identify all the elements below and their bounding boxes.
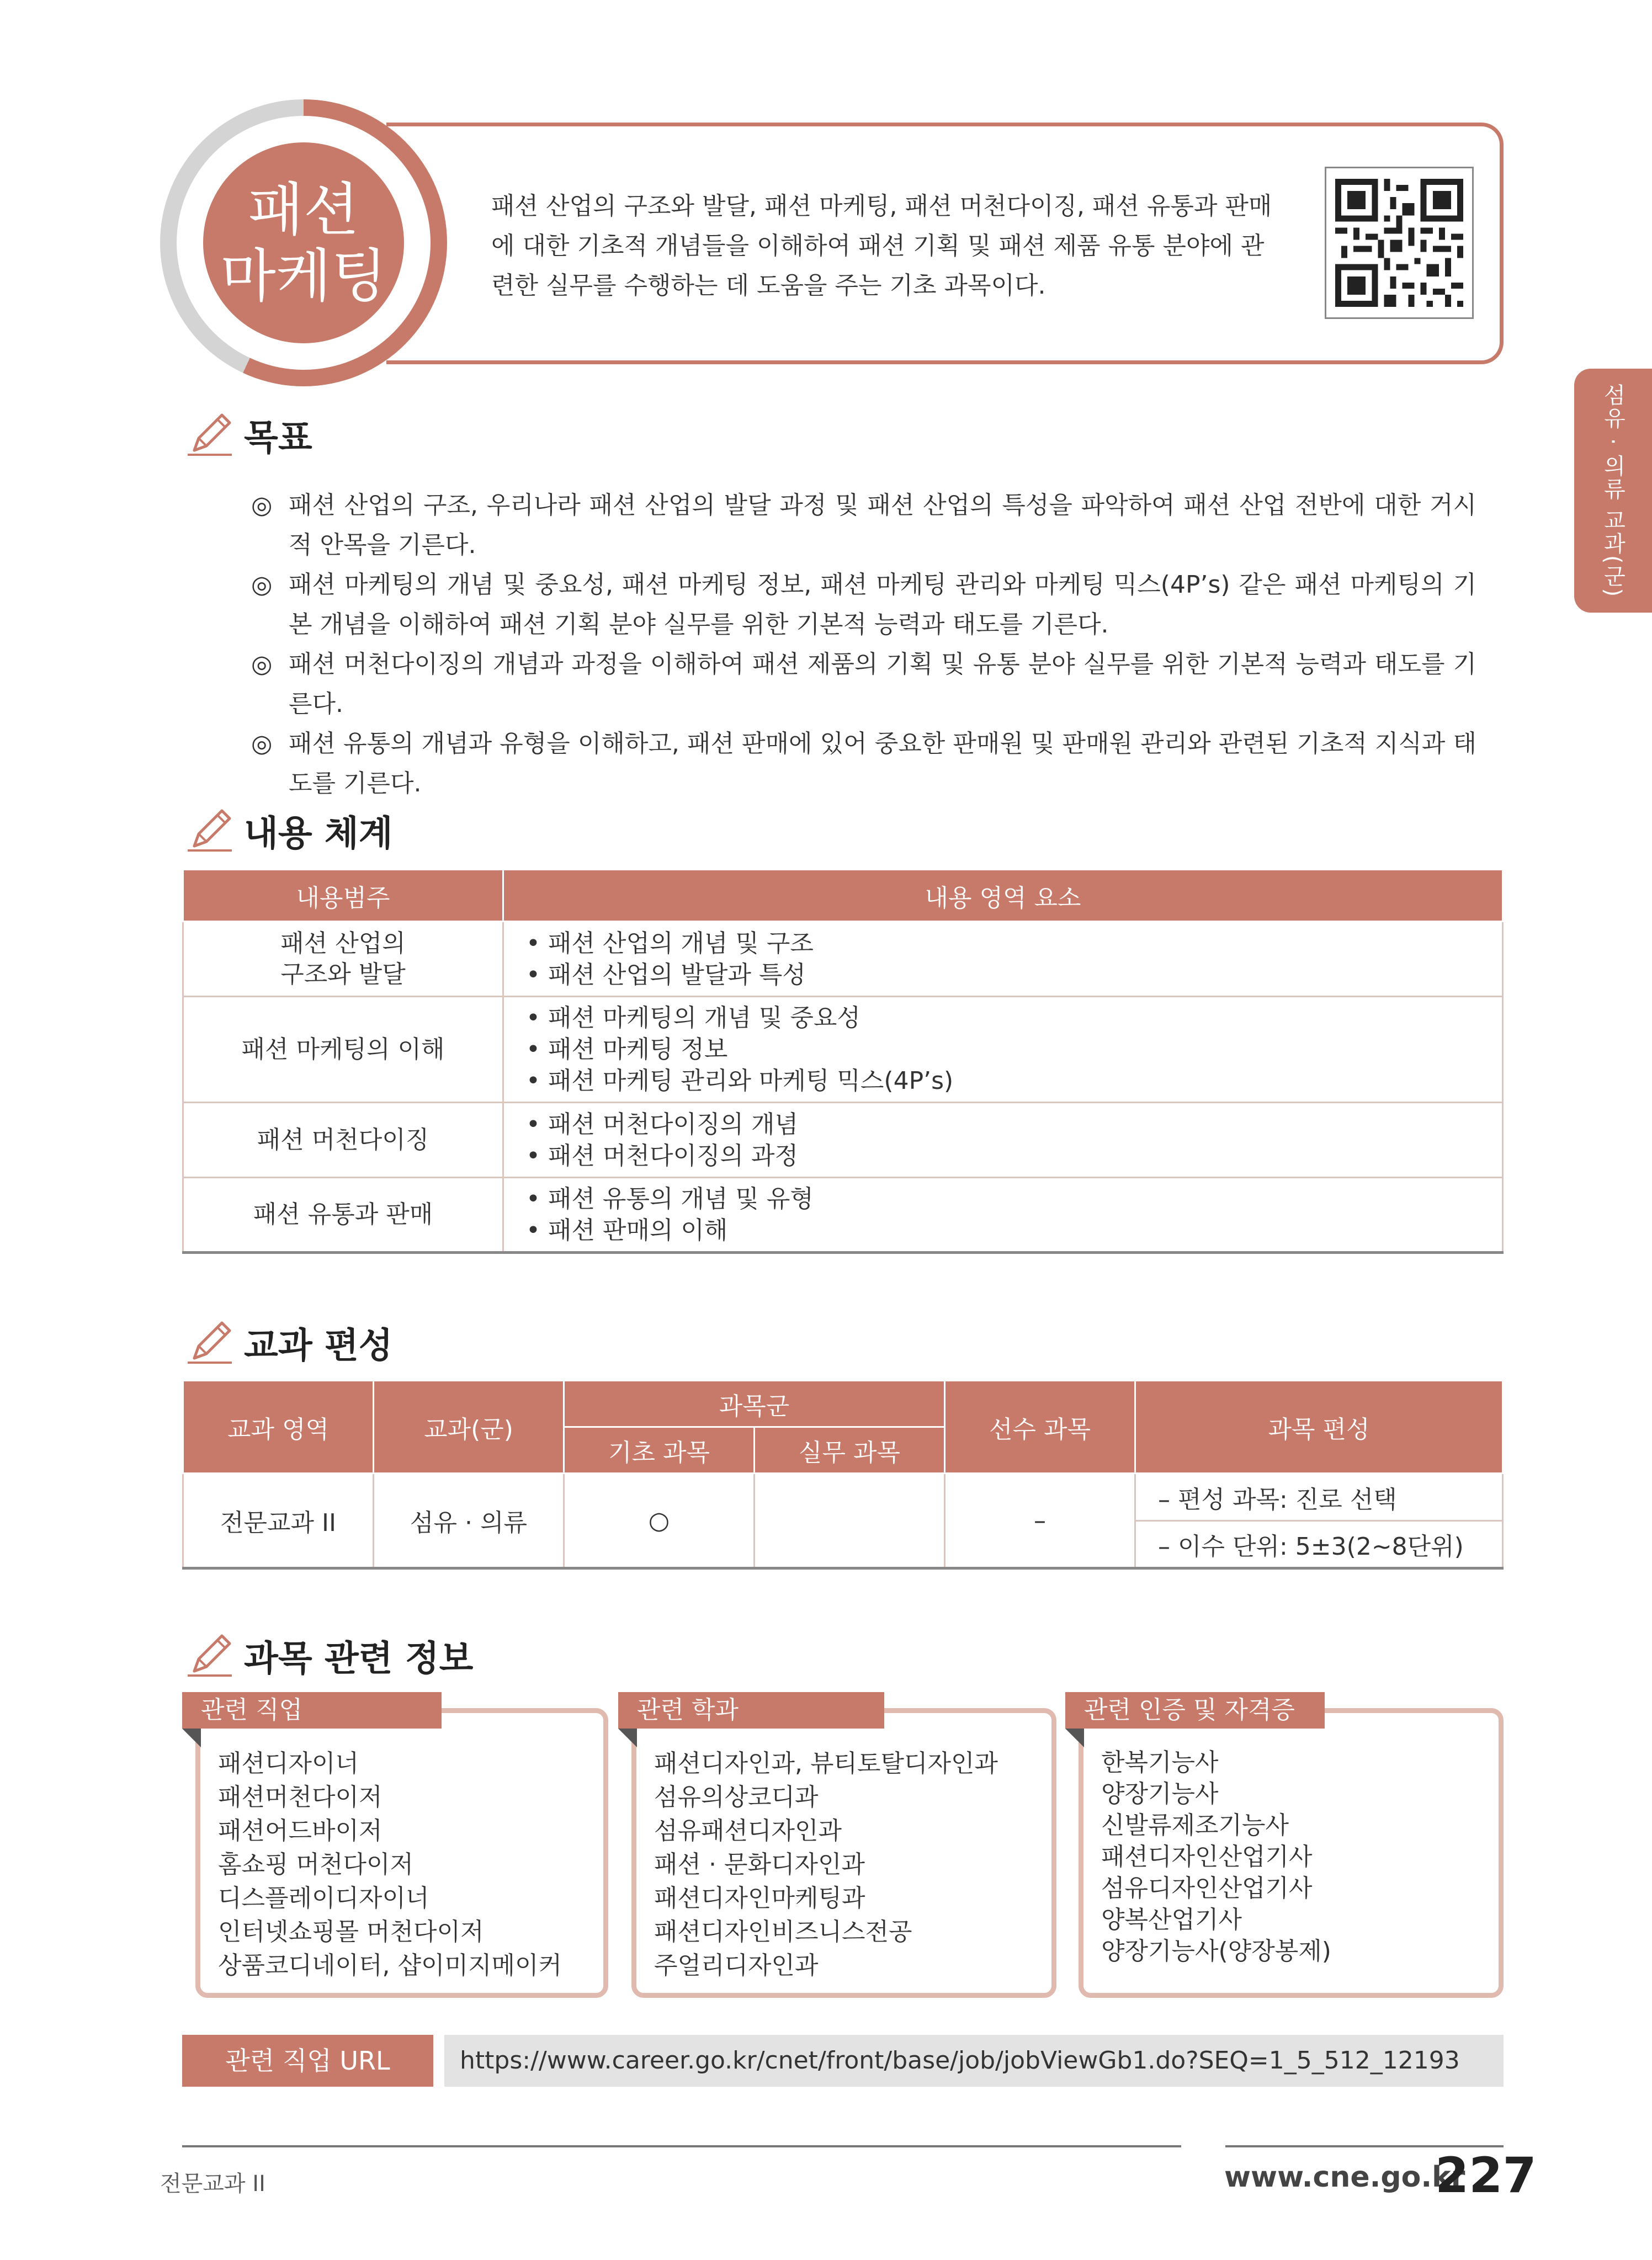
tag-fold <box>618 1729 637 1747</box>
basic-cell: ○ <box>564 1474 755 1568</box>
category-cell: 패션 유통과 판매 <box>183 1178 503 1253</box>
section-title: 목표 <box>244 418 312 459</box>
list-item: 신발류제조기능사 <box>1101 1811 1289 1839</box>
table-row <box>183 1474 1503 1521</box>
side-category-tab: 섬유 · 의류 교과(군) <box>1574 369 1652 613</box>
curriculum-table <box>182 1380 1504 1570</box>
section-heading-related <box>182 1628 474 1683</box>
list-item: 섬유디자인산업기사 <box>1101 1874 1313 1902</box>
area-cell: 전문교과 II <box>183 1474 374 1568</box>
subject-title <box>203 142 404 343</box>
table-header: 내용 영역 요소 <box>503 870 1503 922</box>
list-item: 패션디자인마케팅과 <box>654 1884 865 1912</box>
list-item: 한복기능사 <box>1101 1748 1219 1777</box>
footer-site-link[interactable]: www.cne.go.kr <box>1224 2161 1465 2194</box>
list-item: 양복산업기사 <box>1101 1906 1242 1934</box>
goals-list <box>251 486 1476 804</box>
section-title: 과목 관련 정보 <box>244 1639 474 1679</box>
pencil-icon <box>182 407 237 462</box>
goal-item: ◎ 패션 유통의 개념과 유형을 이해하고, 패션 판매에 있어 중요한 판매원 및 판매원 관리와 관련된 기초적 지식과 태도를 기른다. <box>251 730 1476 797</box>
section-heading-curriculum <box>182 1315 393 1370</box>
category-cell: 패션 머천다이징 <box>183 1103 503 1178</box>
footer-subject: 전문교과 II <box>160 2171 265 2197</box>
job-url-label: 관련 직업 URL <box>182 2035 433 2087</box>
table-row <box>183 922 1503 997</box>
table-header: 선수 과목 <box>945 1381 1135 1474</box>
list-item: 패션디자인산업기사 <box>1101 1843 1313 1871</box>
job-url-link[interactable]: https://www.career.go.kr/cnet/front/base/job/jobViewGb1.do?SEQ=1_5_512_12193 <box>444 2035 1504 2087</box>
goal-item: ◎ 패션 머천다이징의 개념과 과정을 이해하여 패션 제품의 기획 및 유통 분야 실무를 위한 기본적 능력과 태도를 기른다. <box>251 650 1476 718</box>
related-depts-label: 관련 학과 <box>618 1692 884 1729</box>
table-header: 실무 과목 <box>755 1427 945 1474</box>
category-cell: 패션 산업의 구조와 발달 <box>183 922 503 997</box>
list-item: 패션디자인과, 뷰티토탈디자인과 <box>654 1749 998 1778</box>
list-item: 섬유패션디자인과 <box>654 1817 842 1845</box>
goal-item: ◎ 패션 마케팅의 개념 및 중요성, 패션 마케팅 정보, 패션 마케팅 관리와 마케팅 믹스(4P’s) 같은 패션 마케팅의 기본 개념을 이해하여 패션 기획 분야 실무를 위한 기본적 능력과 태도를 기른다. <box>251 571 1476 639</box>
subject-cell: 섬유 · 의류 <box>374 1474 564 1568</box>
related-jobs-label: 관련 직업 <box>182 1692 442 1729</box>
footer-divider <box>182 2145 1181 2147</box>
list-item: 패션디자이너 <box>218 1749 359 1778</box>
tag-fold <box>182 1729 201 1747</box>
table-header: 교과(군) <box>374 1381 564 1474</box>
related-jobs-list <box>218 1747 562 1982</box>
table-row <box>183 1103 1503 1178</box>
related-certs-list <box>1101 1747 1331 1967</box>
table-header: 내용범주 <box>183 870 503 922</box>
list-item: 패션머천다이저 <box>218 1783 383 1811</box>
table-header: 교과 영역 <box>183 1381 374 1474</box>
list-item: 홈쇼핑 머천다이저 <box>218 1850 414 1879</box>
list-item: 양장기능사 <box>1101 1780 1219 1808</box>
pencil-icon <box>182 1628 237 1683</box>
section-title: 내용 체계 <box>244 813 393 854</box>
section-heading-content <box>182 803 393 858</box>
list-item: 인터넷쇼핑몰 머천다이저 <box>218 1918 484 1946</box>
items-cell: • 패션 머천다이징의 개념 • 패션 머천다이징의 과정 <box>503 1103 1503 1178</box>
list-item: 패션 · 문화디자인과 <box>654 1850 865 1879</box>
goal-item: ◎ 패션 산업의 구조, 우리나라 패션 산업의 발달 과정 및 패션 산업의 특성을 파악하여 패션 산업 전반에 대한 거시적 안목을 기른다. <box>251 491 1476 559</box>
subject-title-line2: 마케팅 <box>220 242 387 310</box>
category-cell: 패션 마케팅의 이해 <box>183 997 503 1103</box>
table-header: 과목군 <box>564 1381 945 1427</box>
plan-cell: – 편성 과목: 진로 선택 <box>1135 1474 1503 1521</box>
list-item: 패션어드바이저 <box>218 1817 383 1845</box>
items-cell: • 패션 유통의 개념 및 유형 • 패션 판매의 이해 <box>503 1178 1503 1253</box>
subject-description: 패션 산업의 구조와 발달, 패션 마케팅, 패션 머천다이징, 패션 유통과 판매에 대한 기초적 개념들을 이해하여 패션 기획 및 패션 제품 유통 분야에 관련한 실무를 수행하는 데 도움을 주는 기초 과목이다. <box>491 192 1272 300</box>
qr-code-icon[interactable] <box>1325 167 1474 319</box>
section-heading-goals <box>182 407 312 462</box>
list-item: 패션디자인비즈니스전공 <box>654 1918 912 1946</box>
content-system-table <box>182 869 1504 1254</box>
list-item: 상품코디네이터, 샵이미지메이커 <box>218 1951 562 1980</box>
items-cell: • 패션 산업의 개념 및 구조 • 패션 산업의 발달과 특성 <box>503 922 1503 997</box>
subject-title-line1: 패션 <box>248 176 359 243</box>
plan-cell: – 이수 단위: 5±3(2~8단위) <box>1135 1521 1503 1568</box>
pencil-icon <box>182 803 237 858</box>
table-header: 기초 과목 <box>564 1427 755 1474</box>
tag-fold <box>1065 1729 1084 1747</box>
table-row <box>183 997 1503 1103</box>
pencil-icon <box>182 1315 237 1370</box>
list-item: 디스플레이디자이너 <box>218 1884 429 1912</box>
section-title: 교과 편성 <box>244 1326 393 1366</box>
related-certs-label: 관련 인증 및 자격증 <box>1065 1692 1325 1729</box>
page-number: 227 <box>1435 2147 1537 2204</box>
list-item: 주얼리디자인과 <box>654 1951 819 1980</box>
list-item: 섬유의상코디과 <box>654 1783 819 1811</box>
related-depts-list <box>654 1747 998 1982</box>
list-item: 양장기능사(양장봉제) <box>1101 1937 1331 1965</box>
practice-cell <box>755 1474 945 1568</box>
prereq-cell: – <box>945 1474 1135 1568</box>
table-header: 과목 편성 <box>1135 1381 1503 1474</box>
table-row <box>183 1178 1503 1253</box>
items-cell: • 패션 마케팅의 개념 및 중요성 • 패션 마케팅 정보 • 패션 마케팅 관리와 마케팅 믹스(4P’s) <box>503 997 1503 1103</box>
